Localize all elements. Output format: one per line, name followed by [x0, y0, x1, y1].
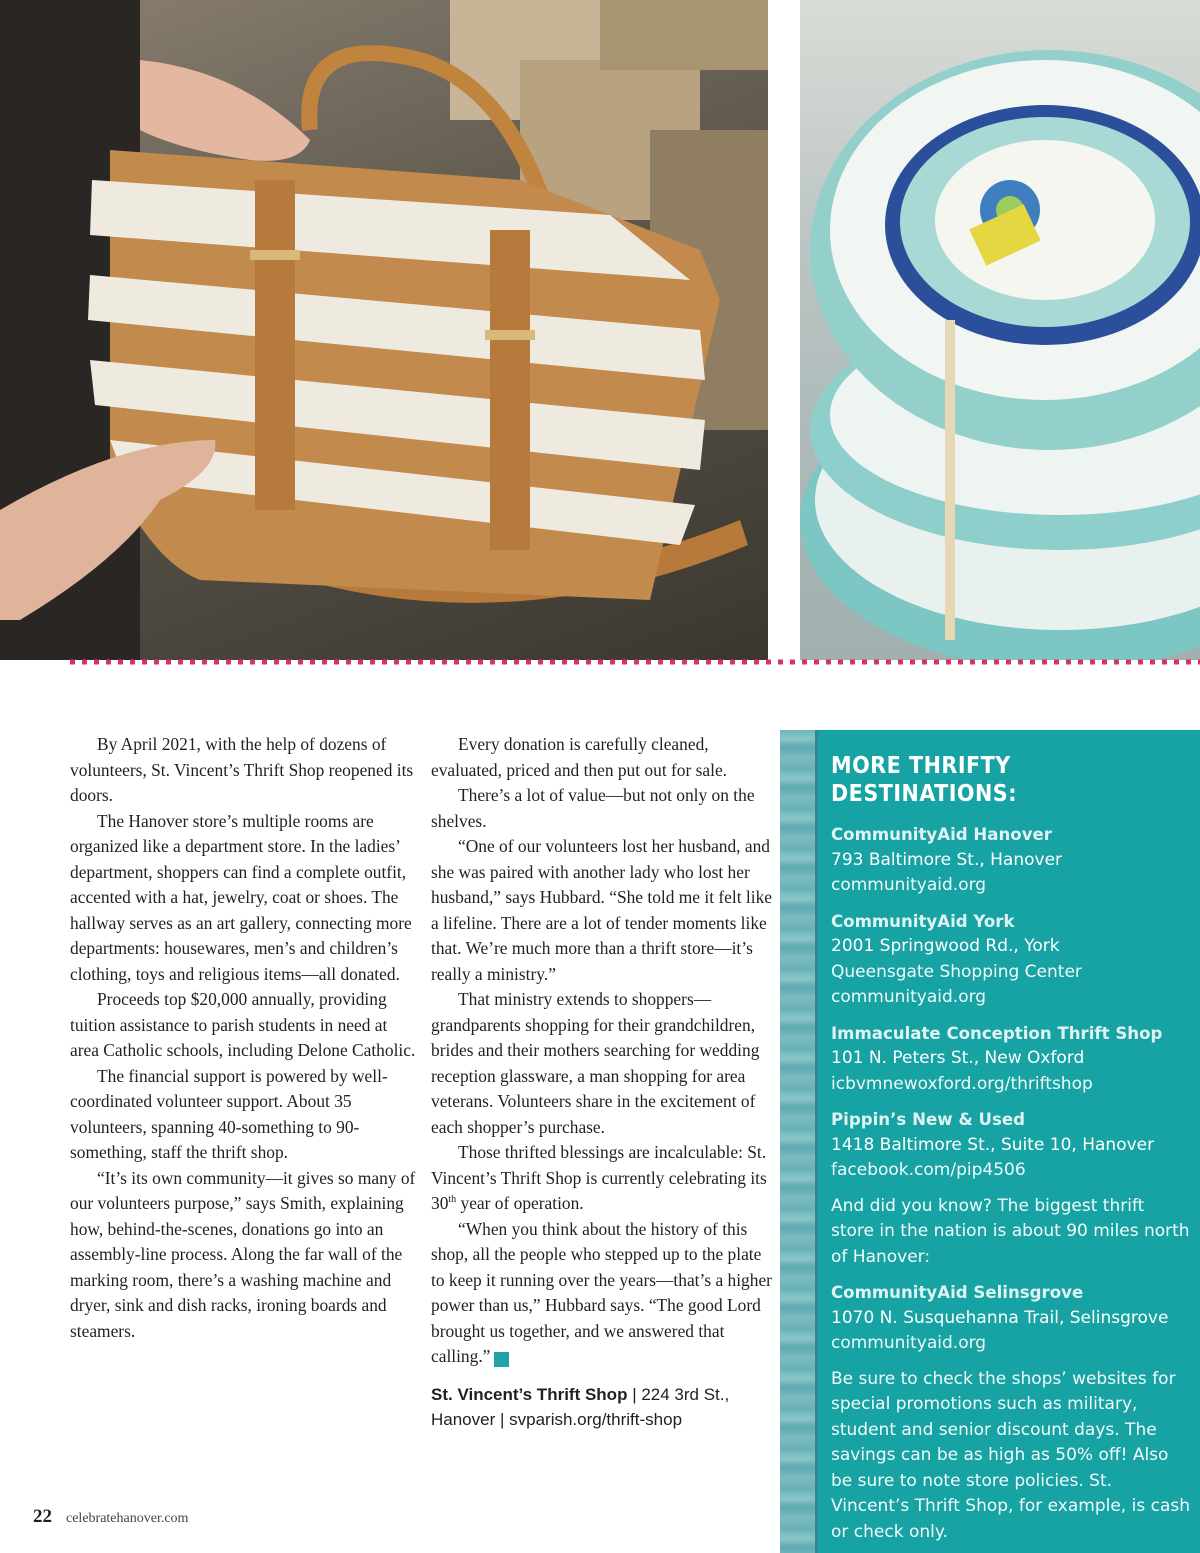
plates-photo — [800, 0, 1200, 660]
destination-entry — [831, 1021, 1191, 1098]
shop-name: St. Vincent’s Thrift Shop — [431, 1384, 628, 1404]
paragraph-text: “When you think about the history of this shop, all the people who stepped up to the plate to keep it running over the years—that’s a higher power than us,” Hubbard says. “The good Lord brought us together, and we answered that calling.” — [431, 1218, 772, 1366]
destination-address: 101 N. Peters St., New Oxford — [831, 1048, 1085, 1068]
destination-entry — [831, 1107, 1191, 1184]
destination-address: 1070 N. Susquehanna Trail, Selinsgrove — [831, 1307, 1169, 1328]
closing-note: Be sure to check the shops’ websites for special promotions such as military, student and senior discount days. The savings can be as high as 50% off! Also be sure to note store policies. St. Vincent’s Thrift Shop, for example, is cash or check only. — [831, 1368, 1190, 1542]
article-column-1 — [70, 732, 416, 1344]
thrifty-destinations-sidebar — [780, 730, 1200, 1553]
destination-entry — [831, 822, 1191, 899]
shop-address: | 224 3rd St., Hanover | svparish.org/thrift-shop — [431, 1384, 730, 1429]
end-mark-icon: cf — [494, 1352, 509, 1367]
article-column-2 — [431, 732, 777, 1433]
destination-address: 1418 Baltimore St., Suite 10, Hanover — [831, 1134, 1155, 1155]
destination-url[interactable]: facebook.com/pip4506 — [831, 1160, 1026, 1180]
paragraph: That ministry extends to shoppers—grandparents shopping for their grandchildren, brides and their mothers searching for wedding reception glassware, a man shopping for area veterans. Volunteers share in the excitement of each shopper’s purchase. — [431, 989, 760, 1137]
destination-url[interactable]: communityaid.org — [831, 987, 987, 1007]
paragraph: There’s a lot of value—but not only on the shelves. — [431, 785, 755, 831]
paragraph: The financial support is powered by well-coordinated volunteer support. About 35 volunteers, spanning 40-something to 90-something, staff the thrift shop. — [70, 1065, 388, 1162]
shop-info — [431, 1382, 777, 1433]
paragraph: “One of our volunteers lost her husband, and she was paired with another lady who lost her husband,” says Hubbard. “She told me it felt like a lifeline. There are a lot of tender moments like that. We’re much more than a thrift store—it’s really a ministry.” — [431, 836, 772, 984]
paragraph: The Hanover store’s multiple rooms are organized like a department store. In the ladies’ department, shoppers can find a complete outfit, accented with a hat, jewelry, coat or shoes. The hallway serves as an art gallery, connecting more departments: housewares, men’s and children’s clothing, toys and religious items—all donated. — [70, 810, 412, 984]
destination-name: CommunityAid York — [831, 911, 1015, 931]
destination-entry — [831, 1280, 1191, 1357]
destination-name: Pippin’s New & Used — [831, 1110, 1026, 1129]
paragraph: “It’s its own community—it gives so many of our volunteers purpose,” says Smith, explaining how, behind-the-scenes, donations go into an assembly-line process. Along the far wall of the marking room, there’s a washing machine and dryer, sink and dish racks, ironing boards and steamers. — [70, 1167, 416, 1341]
paragraph-text: year of operation. — [456, 1193, 584, 1213]
destination-location: Queensgate Shopping Center — [831, 961, 1082, 982]
footer-site[interactable]: celebratehanover.com — [66, 1511, 189, 1526]
destination-url[interactable]: icbvmnewoxford.org/thriftshop — [831, 1073, 1093, 1094]
destination-url[interactable]: communityaid.org — [831, 1333, 987, 1353]
sidebar-title: MORE THRIFTY DESTINATIONS: — [831, 753, 1017, 807]
dashed-divider — [70, 655, 1200, 669]
paragraph — [431, 1140, 777, 1217]
superscript: th — [448, 1194, 457, 1206]
destination-address: 2001 Springwood Rd., York — [831, 936, 1060, 956]
handbag-illustration — [0, 0, 768, 660]
page-number: 22 — [33, 1506, 52, 1527]
paragraph: By April 2021, with the help of dozens of volunteers, St. Vincent’s Thrift Shop reopened its doors. — [70, 734, 414, 805]
wood-texture-strip — [780, 730, 818, 1553]
destination-name: Immaculate Conception Thrift Shop — [831, 1023, 1163, 1043]
did-you-know-note: And did you know? The biggest thrift store in the nation is about 90 miles north of Hanover: — [831, 1195, 1190, 1267]
destination-name: CommunityAid Selinsgrove — [831, 1283, 1084, 1302]
handbag-photo — [0, 0, 768, 660]
paragraph — [431, 1217, 777, 1370]
plates-illustration — [800, 0, 1200, 660]
destination-name: CommunityAid Hanover — [831, 825, 1052, 844]
page-footer — [33, 1506, 188, 1528]
paragraph: Every donation is carefully cleaned, evaluated, priced and then put out for sale. — [431, 734, 728, 780]
destination-url[interactable]: communityaid.org — [831, 875, 987, 895]
destination-entry — [831, 909, 1191, 1011]
paragraph-text: Those thrifted blessings are incalculable: St. Vincent’s Thrift Shop is currently celebrating its 30 — [431, 1142, 767, 1213]
paragraph: Proceeds top $20,000 annually, providing tuition assistance to parish students in need at area Catholic schools, including Delone Catholic. — [70, 989, 416, 1060]
destination-address: 793 Baltimore St., Hanover — [831, 849, 1063, 870]
